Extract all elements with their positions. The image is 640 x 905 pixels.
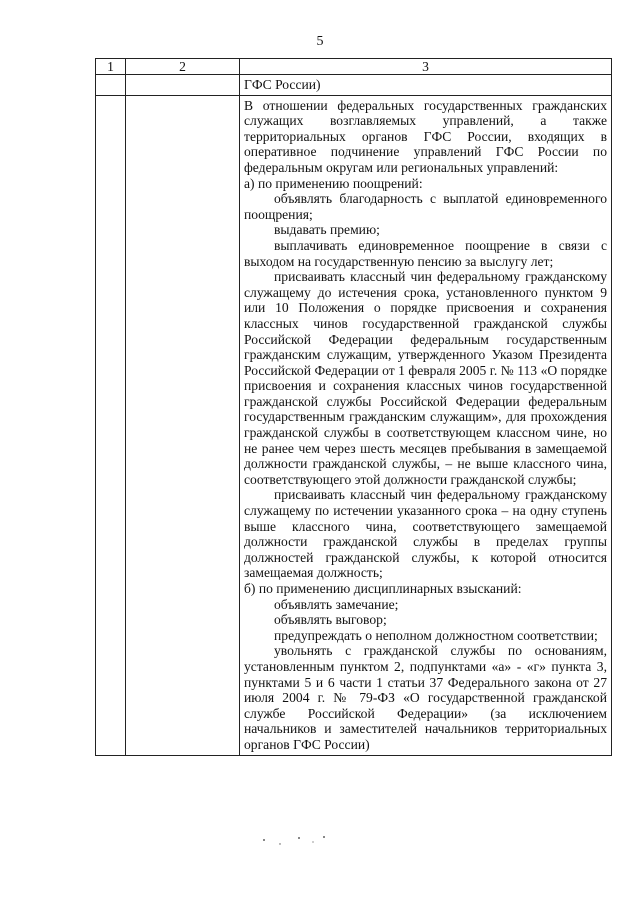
table-cell-col2 [126,75,240,96]
column-header-3: 3 [240,59,612,75]
document-table [95,58,612,756]
cell-text: ГФС России) [244,77,321,92]
table-cell-col3 [240,75,612,96]
table-header-row [96,59,612,75]
page-number: 5 [316,34,324,49]
column-header-2: 2 [126,59,240,75]
cell-paragraph: присваивать классный чин федеральному гражданскому служащему по истечении указанного срока – на одну ступень выше классного чина, соответствующего замещаемой должности гражданской службы в пределах группы должностей гражданской службы, к которой относится замещаемая должность; [244,487,607,581]
scan-artifact [258,832,338,852]
cell-paragraph: присваивать классный чин федеральному гражданскому служащему до истечения срока, установленного пунктом 9 или 10 Положения о порядке присвоения и сохранения классных чинов государственной гражданской службы Российской Федерации федеральным государственным гражданским служащим, утвержденного Указом Президента Российской Федерации от 1 февраля 2005 г. № 113 «О порядке присвоения и сохранения классных чинов государственной гражданской службы Российской Федерации федеральным государственным гражданским служащим», для прохождения гражданской службы в соответствующем классном чине, но не ранее чем через шесть месяцев пребывания в замещаемой должности гражданской службы, – не выше классного чина, соответствующего этой должности гражданской службы; [244,269,607,487]
cell-paragraphs [240,96,611,755]
cell-paragraph: а) по применению поощрений: [244,175,423,191]
cell-paragraph: выплачивать единовременное поощрение в связи с выходом на государственную пенсию за выслугу лет; [244,237,607,269]
cell-paragraph: выдавать премию; [274,222,380,238]
cell-paragraph: объявлять благодарность с выплатой единовременного поощрения; [244,191,607,222]
cell-paragraph: В отношении федеральных государственных гражданских служащих возглавляемых управлений, а также территориальных органов ГФС России, входящих в оперативное подчинение управлений ГФС России по федеральным округам или региональных управлений: [244,97,607,175]
table-cell-col1 [96,75,126,96]
table-cell-col1 [96,95,126,755]
cell-paragraph: объявлять замечание; [274,596,399,612]
table-cell-col3 [240,95,612,755]
table-row [96,95,612,755]
cell-paragraph: предупреждать о неполном должностном соответствии; [274,627,598,643]
cell-paragraph: объявлять выговор; [274,612,387,628]
cell-paragraph: б) по применению дисциплинарных взысканий: [244,581,522,596]
table-cell-col2 [126,95,240,755]
column-header-1: 1 [96,59,126,75]
cell-paragraph: увольнять с гражданской службы по основаниям, установленным пунктом 2, подпунктами «а» - «г» пункта 3, пунктами 5 и 6 части 1 статьи 37 Федерального закона от 27 июля 2004 г. № 79-ФЗ «О государственной гражданской службе Российской Федерации» (за исключением начальников и заместителей начальников территориальных органов ГФС России) [244,643,607,752]
table-row [96,75,612,96]
